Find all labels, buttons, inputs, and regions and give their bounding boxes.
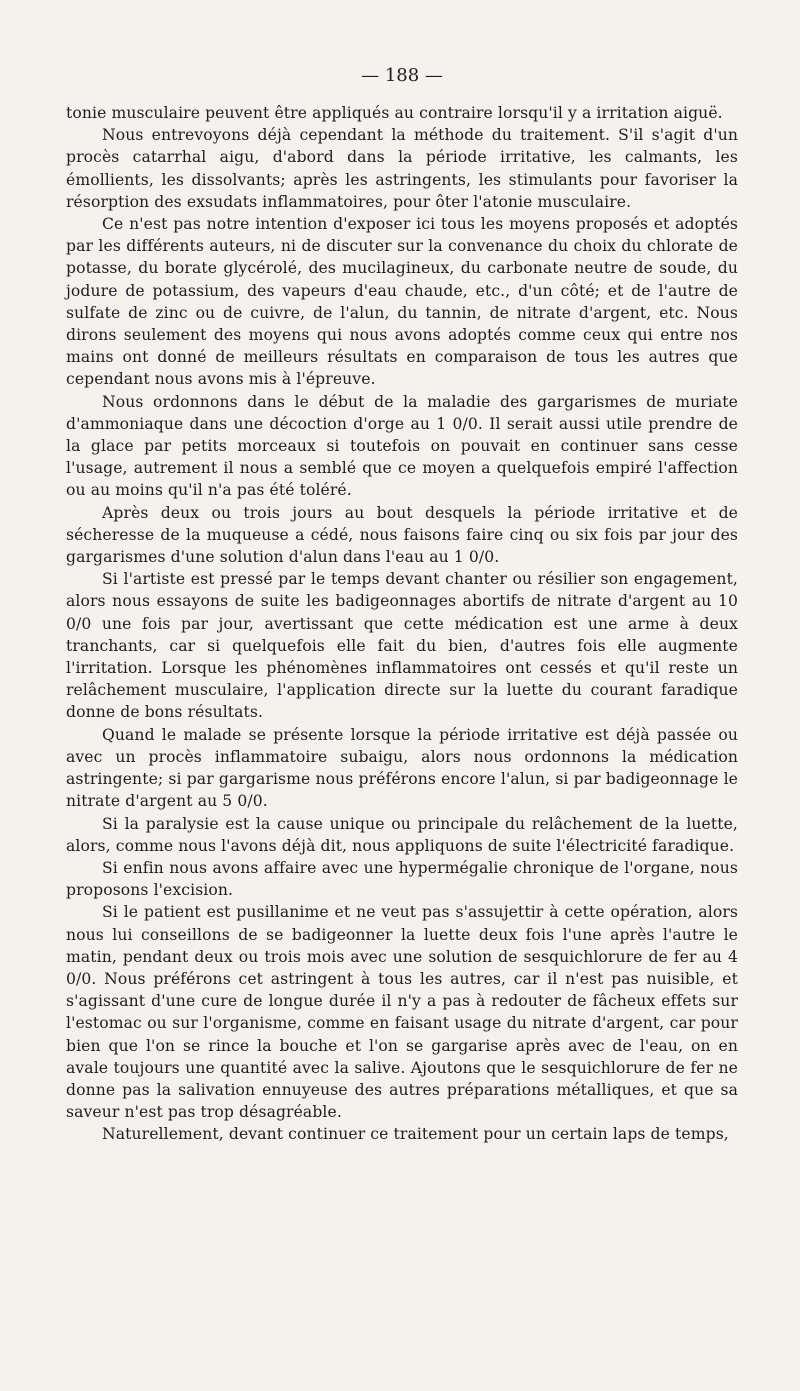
paragraph: tonie musculaire peuvent être appliqués au contraire lorsqu'il y a irritation aiguë.: [66, 104, 723, 122]
paragraph: Si la paralysie est la cause unique ou principale du relâchement de la luette, alors, comme nous l'avons déjà dit, nous appliquons de suite l'électricité faradique.: [66, 814, 738, 855]
document-page: [66, 64, 738, 1146]
paragraph: Si le patient est pusillanime et ne veut pas s'assujettir à cette opération, alors nous lui conseillons de se badigeonner la luette deux fois l'une après l'autre le matin, pendant deux ou trois mois avec une solution de sesquichlorure de fer au 4 0/0. Nous préférons cet astringent à tous les autres, car il n'est pas nuisible, et s'agissant d'une cure de longue durée il n'y a pas à redouter de fâcheux effets sur l'estomac ou sur l'organisme, comme en faisant usage du nitrate d'argent, car pour bien que l'on se rince la bouche et l'on se gargarise après avec de l'eau, on en avale toujours une quantité avec la salive. Ajoutons que le sesquichlorure de fer ne donne pas la salivation ennuyeuse des autres préparations métalliques, et que sa saveur n'est pas trop désagréable.: [66, 903, 738, 1122]
paragraph: Nous entrevoyons déjà cependant la méthode du traitement. S'il s'agit d'un procès catarrhal aigu, d'abord dans la période irritative, les calmants, les émollients, les dissolvants; après les astringents, les stimulants pour favoriser la résorption des exsudats inflammatoires, pour ôter l'atonie musculaire.: [66, 126, 738, 211]
paragraph: Après deux ou trois jours au bout desquels la période irritative et de sécheresse de la muqueuse a cédé, nous faisons faire cinq ou six fois par jour des gargarismes d'une solution d'alun dans l'eau au 1 0/0.: [66, 503, 738, 567]
paragraph: Naturellement, devant continuer ce traitement pour un certain laps de temps,: [102, 1125, 729, 1144]
paragraph: Ce n'est pas notre intention d'exposer ici tous les moyens proposés et adoptés par les différents auteurs, ni de discuter sur la convenance du choix du chlorate de potasse, du borate glycérolé, des mucilagineux, du carbonate neutre de soude, du jodure de potassium, des vapeurs d'eau chaude, etc., d'un côté; et de l'autre de sulfate de zinc ou de cuivre, de l'alun, du tannin, de nitrate d'argent, etc. Nous dirons seulement des moyens qui nous avons adoptés comme ceux qui entre nos mains ont donné de meilleurs résultats en comparaison de tous les autres que cependant nous avons mis à l'épreuve.: [66, 215, 738, 389]
paragraph: Quand le malade se présente lorsque la période irritative est déjà passée ou avec un procès inflammatoire subaigu, alors nous ordonnons la médication astringente; si par gargarisme nous préférons encore l'alun, si par badigeonnage le nitrate d'argent au 5 0/0.: [66, 725, 738, 811]
paragraph: Si enfin nous avons affaire avec une hypermégalie chronique de l'organe, nous proposons l'excision.: [66, 858, 738, 900]
body-text: [66, 102, 738, 1146]
paragraph: Si l'artiste est pressé par le temps devant chanter ou résilier son engagement, alors nous essayons de suite les badigeonnages abortifs de nitrate d'argent au 10 0/0 une fois par jour, avertissant que cette médication est une arme à deux tranchants, car si quelquefois elle fait du bien, d'autres fois elle augmente l'irritation. Lorsque les phénomènes inflammatoires ont cessés et qu'il reste un relâchement musculaire, l'application directe sur la luette du courant faradique donne de bons résultats.: [66, 570, 738, 722]
page-number: — 188 —: [361, 65, 443, 86]
paragraph: Nous ordonnons dans le début de la maladie des gargarismes de muriate d'ammoniaque dans une décoction d'orge au 1 0/0. Il serait aussi utile prendre de la glace par petits morceaux si toutefois on pouvait en continuer sans cesse l'usage, autrement il nous a semblé que ce moyen a quelquefois empiré l'affection ou au moins qu'il n'a pas été toléré.: [66, 392, 738, 500]
